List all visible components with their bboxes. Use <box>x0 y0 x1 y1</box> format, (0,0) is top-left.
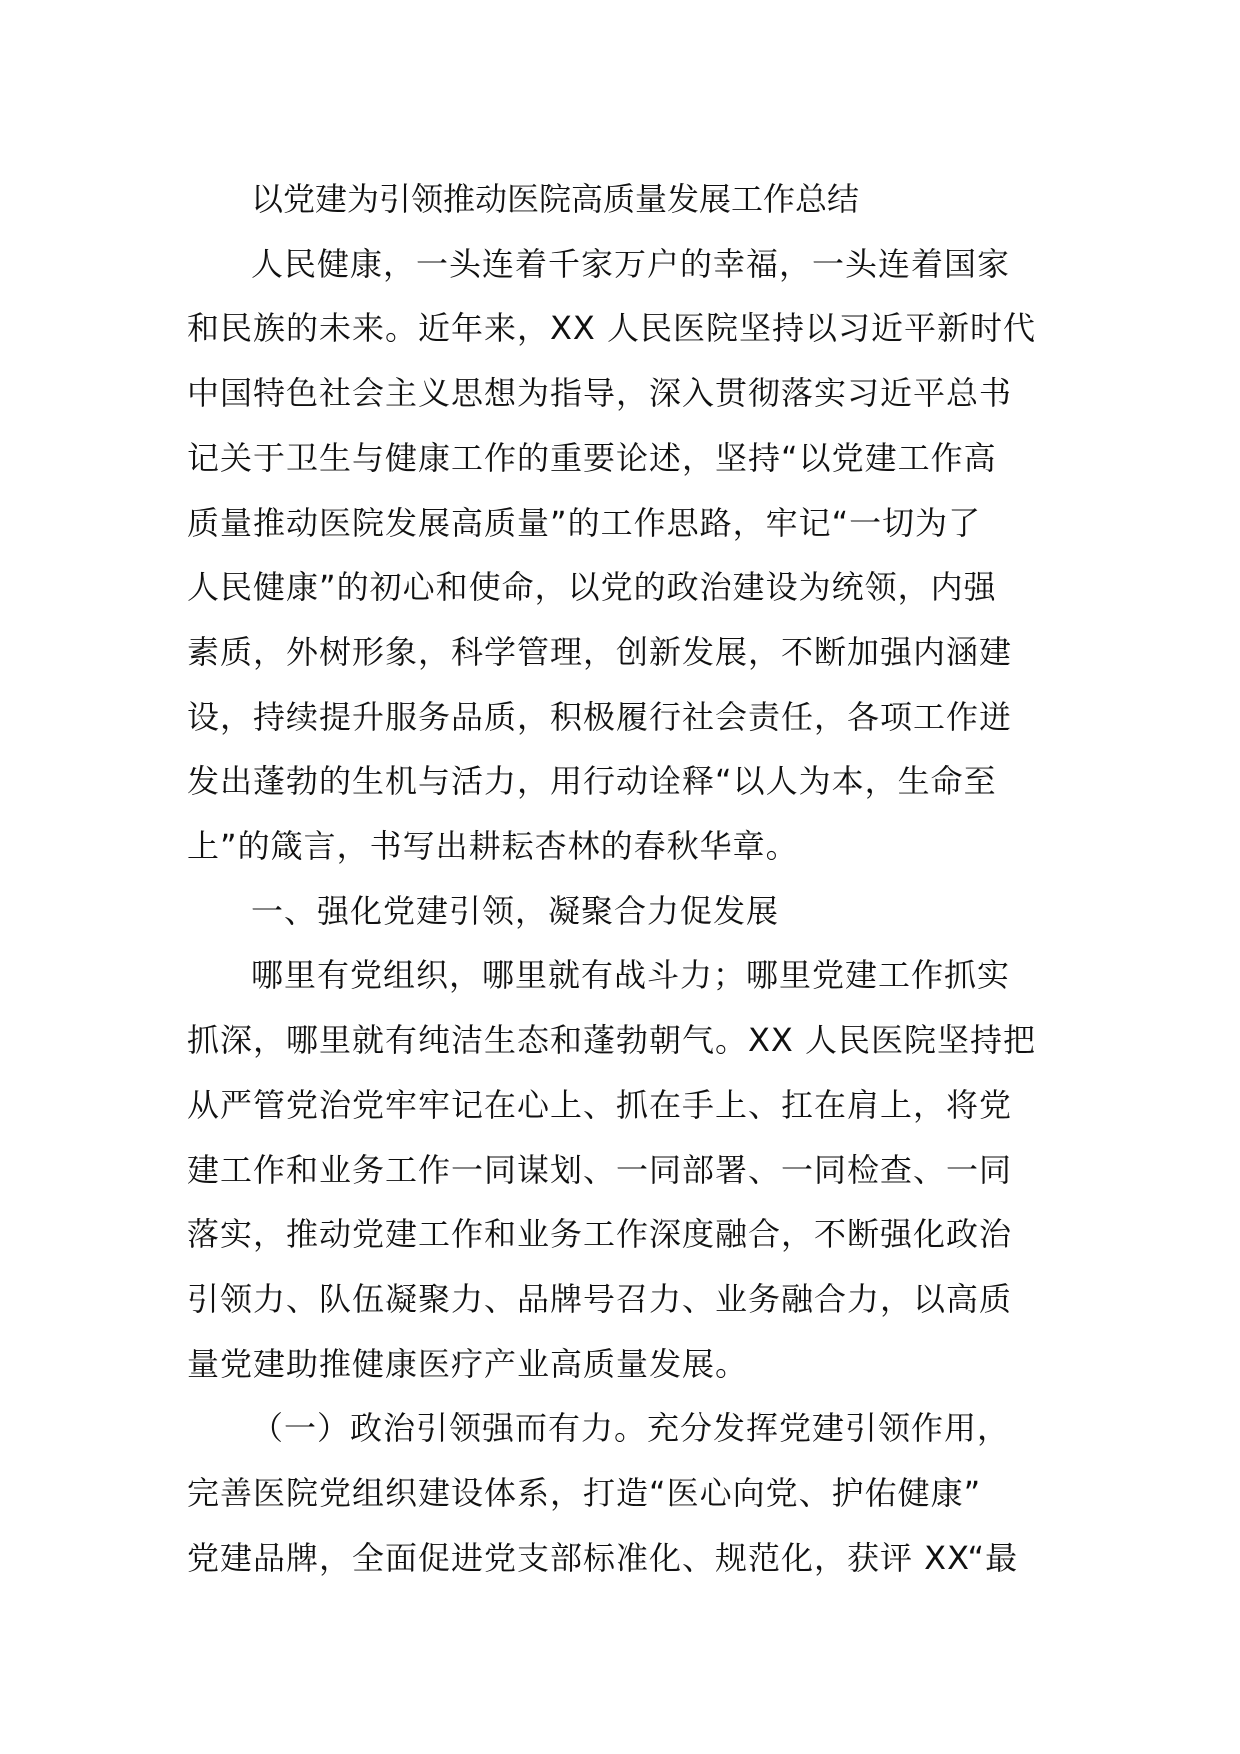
text-line: 党建品牌，全面促进党支部标准化、规范化，获评 XX“最 <box>187 1538 1019 1577</box>
text-line: 质量推动医院发展高质量”的工作思路，牢记“一切为了 <box>187 503 982 542</box>
text-line: 人民健康，一头连着千家万户的幸福，一头连着国家 <box>251 244 1011 283</box>
text-line: 设，持续提升服务品质，积极履行社会责任，各项工作迸 <box>187 697 1013 736</box>
text-line: 量党建助推健康医疗产业高质量发展。 <box>187 1344 749 1383</box>
paragraph-political-leadership <box>187 1396 1057 1590</box>
paragraph-party-building <box>187 943 1057 1396</box>
section-heading: 一、强化党建引领，凝聚合力促发展 <box>251 891 780 930</box>
text-line: 上”的箴言，书写出耕耘杏林的春秋华章。 <box>187 827 799 866</box>
text-line: 中国特色社会主义思想为指导，深入贯彻落实习近平总书 <box>187 374 1013 413</box>
document-body <box>187 167 1057 1590</box>
text-line: 记关于卫生与健康工作的重要论述，坚持“以党建工作高 <box>187 438 997 477</box>
text-line: 落实，推动党建工作和业务工作深度融合，不断强化政治 <box>187 1215 1013 1254</box>
text-line: 人民健康”的初心和使命，以党的政治建设为统领，内强 <box>187 568 997 607</box>
text-line: 哪里有党组织，哪里就有战斗力；哪里党建工作抓实 <box>251 956 1011 995</box>
text-line: 引领力、队伍凝聚力、品牌号召力、业务融合力，以高质 <box>187 1279 1013 1318</box>
text-line: （一）政治引领强而有力。充分发挥党建引领作用， <box>251 1409 1011 1448</box>
document-title: 以党建为引领推动医院高质量发展工作总结 <box>251 180 860 218</box>
text-line: 从严管党治党牢牢记在心上、抓在手上、扛在肩上，将党 <box>187 1085 1013 1124</box>
paragraph-intro <box>187 232 1057 879</box>
text-line: 完善医院党组织建设体系，打造“医心向党、护佑健康” <box>187 1474 982 1513</box>
text-line: 发出蓬勃的生机与活力，用行动诠释“以人为本，生命至 <box>187 762 997 801</box>
text-line: 建工作和业务工作一同谋划、一同部署、一同检查、一同 <box>187 1150 1013 1189</box>
text-line: 和民族的未来。近年来，XX 人民医院坚持以习近平新时代 <box>187 309 1037 348</box>
text-line: 抓深，哪里就有纯洁生态和蓬勃朝气。XX 人民医院坚持把 <box>187 1021 1037 1060</box>
text-line: 素质，外树形象，科学管理，创新发展，不断加强内涵建 <box>187 632 1013 671</box>
